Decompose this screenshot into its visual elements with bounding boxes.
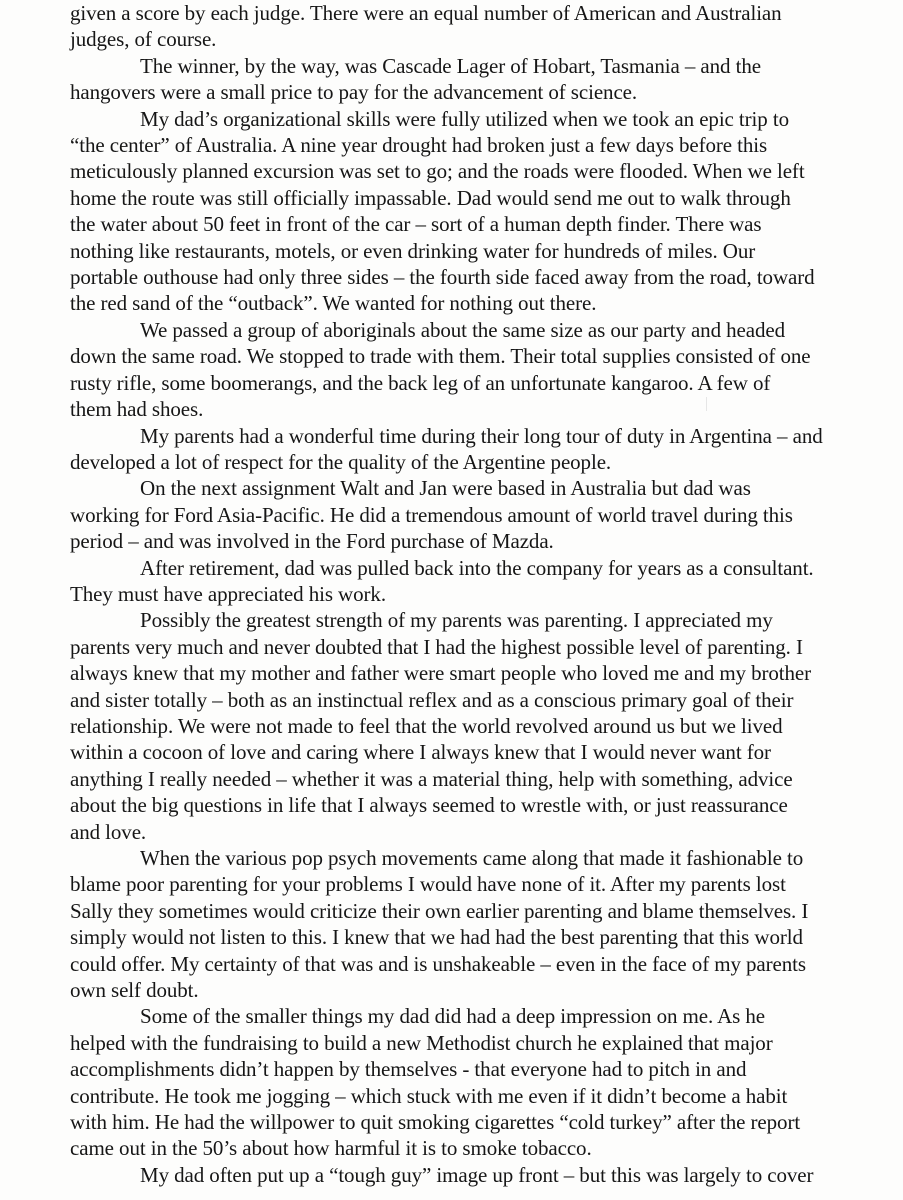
text-line: blame poor parenting for your problems I would have none of it. After my parents lost bbox=[70, 872, 786, 897]
paragraph bbox=[70, 1003, 900, 1161]
text-line: about the big questions in life that I always seemed to wrestle with, or just reassurance bbox=[70, 793, 788, 818]
text-line: Some of the smaller things my dad did had a deep impression on me. As he bbox=[140, 1004, 766, 1029]
text-line: and sister totally – both as an instinctual reflex and as a conscious primary goal of their bbox=[70, 687, 794, 712]
text-line: Possibly the greatest strength of my parents was parenting. I appreciated my bbox=[140, 608, 773, 633]
text-line: hangovers were a small price to pay for the advancement of science. bbox=[70, 80, 638, 105]
text-line: parents very much and never doubted that I had the highest possible level of parenting. I bbox=[70, 634, 803, 659]
text-line: and love. bbox=[70, 819, 147, 844]
text-line: helped with the fundraising to build a new Methodist church he explained that major bbox=[70, 1030, 773, 1055]
text-line: After retirement, dad was pulled back into the company for years as a consultant. bbox=[140, 555, 814, 580]
paragraph bbox=[70, 555, 900, 608]
text-line: “the center” of Australia. A nine year drought had broken just a few days before this bbox=[70, 133, 768, 158]
document-body bbox=[70, 0, 900, 1188]
text-line: anything I really needed – whether it was a material thing, help with something, advice bbox=[70, 766, 793, 791]
text-line: could offer. My certainty of that was and is unshakeable – even in the face of my parents bbox=[70, 951, 806, 976]
paragraph bbox=[70, 317, 900, 423]
text-line: always knew that my mother and father were smart people who loved me and my brother bbox=[70, 661, 812, 686]
text-line: rusty rifle, some boomerangs, and the back leg of an unfortunate kangaroo. A few of bbox=[70, 370, 771, 395]
text-line: the red sand of the “outback”. We wanted for nothing out there. bbox=[70, 291, 597, 316]
paragraph bbox=[70, 607, 900, 845]
text-line: Sally they sometimes would criticize their own earlier parenting and blame themselves. I bbox=[70, 898, 809, 923]
text-line: down the same road. We stopped to trade with them. Their total supplies consisted of one bbox=[70, 344, 811, 369]
text-line: My dad’s organizational skills were fully utilized when we took an epic trip to bbox=[140, 106, 789, 131]
paragraph bbox=[70, 845, 900, 1003]
text-line: They must have appreciated his work. bbox=[70, 581, 386, 606]
paragraph bbox=[70, 475, 900, 554]
text-line: the water about 50 feet in front of the car – sort of a human depth finder. There was bbox=[70, 212, 762, 237]
text-line: given a score by each judge. There were an equal number of American and Australian bbox=[70, 1, 782, 25]
text-line: developed a lot of respect for the quality of the Argentine people. bbox=[70, 449, 612, 474]
text-line: them had shoes. bbox=[70, 397, 204, 422]
text-line: judges, of course. bbox=[70, 27, 217, 52]
text-line: When the various pop psych movements came along that made it fashionable to bbox=[140, 846, 804, 870]
text-line: own self doubt. bbox=[70, 978, 199, 1003]
text-line: We passed a group of aboriginals about the same size as our party and headed bbox=[140, 317, 785, 342]
text-line: My dad often put up a “tough guy” image up front – but this was largely to cover bbox=[140, 1162, 814, 1187]
text-line: The winner, by the way, was Cascade Lager of Hobart, Tasmania – and the bbox=[140, 53, 761, 78]
text-line: contribute. He took me jogging – which stuck with me even if it didn’t become a habit bbox=[70, 1083, 788, 1108]
paragraph bbox=[70, 0, 900, 53]
text-line: portable outhouse had only three sides – the fourth side faced away from the road, toward bbox=[70, 265, 815, 290]
text-line: My parents had a wonderful time during their long tour of duty in Argentina – and bbox=[140, 423, 823, 448]
paragraph bbox=[70, 1162, 900, 1188]
text-line: accomplishments didn’t happen by themselves - that everyone had to pitch in and bbox=[70, 1057, 747, 1082]
paragraph bbox=[70, 53, 900, 106]
text-line: came out in the 50’s about how harmful it is to smoke tobacco. bbox=[70, 1136, 592, 1161]
text-line: with him. He had the willpower to quit smoking cigarettes “cold turkey” after the report bbox=[70, 1110, 801, 1135]
text-line: simply would not listen to this. I knew that we had had the best parenting that this world bbox=[70, 925, 803, 950]
text-line: relationship. We were not made to feel that the world revolved around us but we lived bbox=[70, 713, 783, 738]
text-line: home the route was still officially impassable. Dad would send me out to walk through bbox=[70, 185, 791, 210]
text-line: On the next assignment Walt and Jan were based in Australia but dad was bbox=[140, 476, 751, 501]
text-line: within a cocoon of love and caring where I always knew that I would never want for bbox=[70, 740, 771, 765]
paragraph bbox=[70, 423, 900, 476]
text-line: meticulously planned excursion was set to go; and the roads were flooded. When we left bbox=[70, 159, 805, 184]
text-line: period – and was involved in the Ford purchase of Mazda. bbox=[70, 529, 554, 554]
text-line: working for Ford Asia-Pacific. He did a tremendous amount of world travel during this bbox=[70, 502, 793, 527]
paragraph bbox=[70, 106, 900, 317]
text-line: nothing like restaurants, motels, or even drinking water for hundreds of miles. Our bbox=[70, 238, 756, 263]
